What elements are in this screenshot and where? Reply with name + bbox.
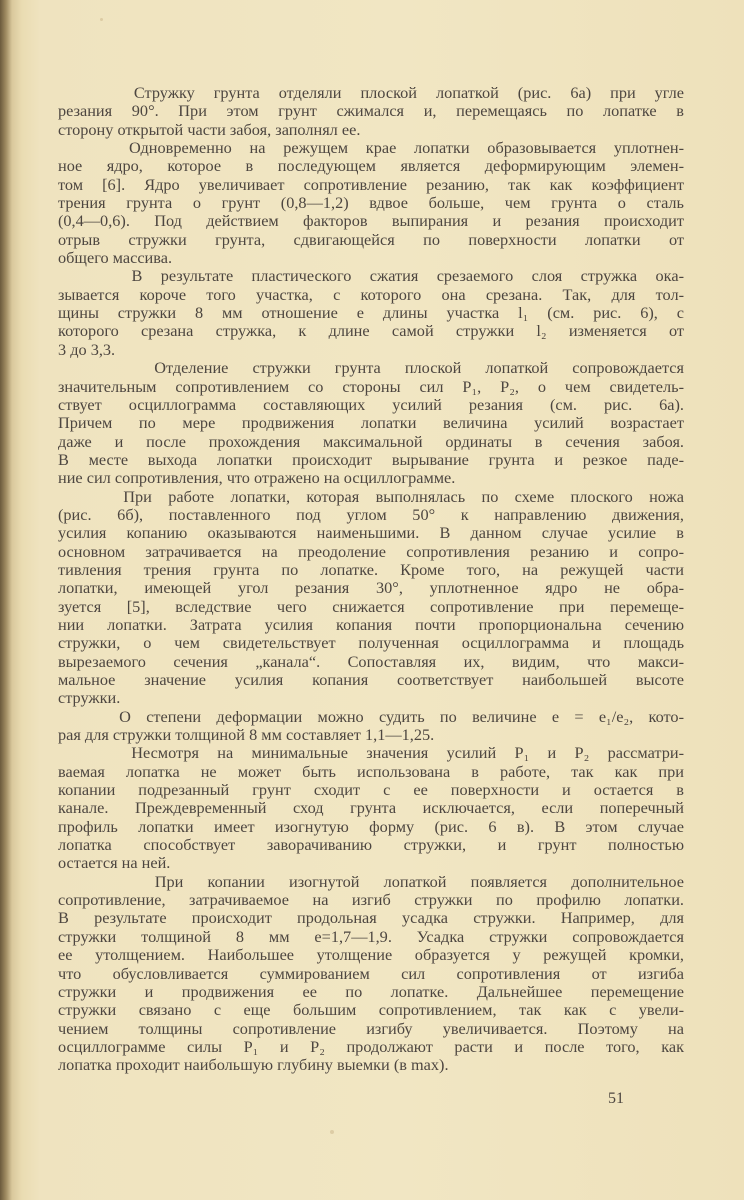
text-line: Отделение стружки грунта плоской лопаткой сопровождается xyxy=(58,358,684,378)
text-line: ваемая лопатка не может быть использована в работе, так как при xyxy=(58,761,684,781)
text-line: При копании изогнутой лопаткой появляется дополнительное xyxy=(58,871,684,891)
text-line: стружки связано с еще большим сопротивлением, так как с увели- xyxy=(58,1000,684,1020)
text-line: 3 до 3,3. xyxy=(58,339,116,359)
text-line: Одновременно на режущем крае лопатки образовывается уплотнен- xyxy=(58,138,684,158)
paragraph xyxy=(58,139,684,267)
text-line: В месте выхода лопатки происходит вырывание грунта и резкое паде- xyxy=(58,449,684,469)
paragraph xyxy=(58,744,684,872)
text-line: В результате пластического сжатия срезаемого слоя стружка ока- xyxy=(58,266,684,286)
text-line: канале. Преждевременный сход грунта исключается, если поперечный xyxy=(58,798,684,818)
paragraph xyxy=(58,84,684,139)
paragraph xyxy=(58,267,684,359)
paper-stain xyxy=(330,1130,334,1134)
text-line: которого срезана стружка, к длине самой стружки l₂ изменяется от xyxy=(58,321,684,341)
text-line: остается на ней. xyxy=(58,853,171,873)
text-line: том [6]. Ядро увеличивает сопротивление резанию, так как коэффициент xyxy=(58,174,684,194)
text-line: общего массива. xyxy=(58,248,173,268)
text-line: Стружку грунта отделяли плоской лопаткой (рис. 6а) при угле xyxy=(58,83,684,102)
body-text xyxy=(58,84,684,1075)
text-line: зывается короче того участка, с которого она срезана. Так, для тол- xyxy=(58,284,684,304)
text-line: сторону открытой части забоя, заполнял ее. xyxy=(58,119,361,139)
text-line: стружки. xyxy=(58,688,121,708)
text-line: О степени деформации можно судить по величине e = e₁/e₂, кото- xyxy=(58,706,684,726)
text-line: лопатка проходит наибольшую глубину выемки (в max). xyxy=(58,1055,449,1075)
text-line: что обусловливается суммированием сил сопротивления от изгиба xyxy=(58,963,684,983)
text-line: отрыв стружки грунта, сдвигающейся по поверхности лопатки от xyxy=(58,229,684,249)
paragraph xyxy=(58,359,684,487)
text-line: трения грунта о грунт (0,8—1,2) вдвое больше, чем грунта о сталь xyxy=(58,193,684,213)
text-line: стружки, о чем свидетельствует полученная осциллограмма и площадь xyxy=(58,633,684,653)
text-line: чением толщины сопротивление изгибу увеличивается. Поэтому на xyxy=(58,1018,684,1038)
text-line: осциллограмме силы P₁ и P₂ продолжают расти и после того, как xyxy=(58,1036,684,1056)
text-line: Несмотря на минимальные значения усилий P₁ и P₂ рассматри- xyxy=(58,743,684,763)
paragraph xyxy=(58,488,684,708)
text-line: тивления трения грунта по лопатке. Кроме того, на режущей части xyxy=(58,559,684,579)
text-line: лопатки, имеющей угол резания 30°, уплотненное ядро не обра- xyxy=(58,578,684,598)
text-line: лопатка способствует заворачиванию стружки, и грунт полностью xyxy=(58,835,684,855)
text-line: Причем по мере продвижения лопатки величина усилий возрастает xyxy=(58,413,684,433)
text-line: При работе лопатки, которая выполнялась по схеме плоского ножа xyxy=(58,486,684,506)
text-line: (рис. 6б), поставленного под углом 50° к направлению движения, xyxy=(58,504,684,524)
text-line: В результате происходит продольная усадка стружки. Например, для xyxy=(58,908,684,928)
text-line: зуется [5], вследствие чего снижается сопротивление при перемеще- xyxy=(58,596,684,616)
text-line: копании подрезанный грунт сходит с ее поверхности и остается в xyxy=(58,780,684,800)
text-line: (0,4—0,6). Под действием факторов выпирания и резания происходит xyxy=(58,211,684,231)
paragraph xyxy=(58,708,684,745)
text-line: даже и после прохождения максимальной ординаты в сечения забоя. xyxy=(58,431,684,451)
text-line: щины стружки 8 мм отношение e длины участка l₁ (см. рис. 6), с xyxy=(58,303,684,323)
text-line: значительным сопротивлением со стороны сил P₁, P₂, о чем свидетель- xyxy=(58,376,684,396)
page-number: 51 xyxy=(608,1090,624,1107)
text-line: основном затрачивается на преодоление сопротивления резанию и сопро- xyxy=(58,541,684,561)
text-line: сопротивление, затрачиваемое на изгиб стружки по профилю лопатки. xyxy=(58,890,684,910)
text-line: мальное значение усилия копания соответствует наибольшей высоте xyxy=(58,670,684,689)
text-line: рая для стружки толщиной 8 мм составляет 1,1—1,25. xyxy=(58,725,435,745)
text-line: нии лопатки. Затрата усилия копания почти пропорциональна сечению xyxy=(58,614,684,634)
text-line: ее утолщением. Наибольшее утолщение образуется у режущей кромки, xyxy=(58,945,684,965)
text-line: ствует осциллограмма составляющих усилий резания (см. рис. 6а). xyxy=(58,394,684,414)
text-line: стружки и продвижения ее по лопатке. Дальнейшее перемещение xyxy=(58,981,684,1001)
text-line: профиль лопатки имеет изогнутую форму (рис. 6 в). В этом случае xyxy=(58,816,684,836)
text-line: ное ядро, которое в последующем является деформирующим элемен- xyxy=(58,156,684,176)
text-line: стружки толщиной 8 мм e=1,7—1,9. Усадка стружки сопровождается xyxy=(58,926,684,946)
text-line: вырезаемого сечения „канала“. Сопоставляя их, видим, что макси- xyxy=(58,651,684,671)
text-line: резания 90°. При этом грунт сжимался и, перемещаясь по лопатке в xyxy=(58,101,684,121)
text-line: усилия копанию оказываются наименьшими. В данном случае усилие в xyxy=(58,523,684,543)
paragraph xyxy=(58,873,684,1075)
paper-stain xyxy=(100,18,103,21)
text-line: ние сил сопротивления, что отражено на осциллограмме. xyxy=(58,468,456,488)
